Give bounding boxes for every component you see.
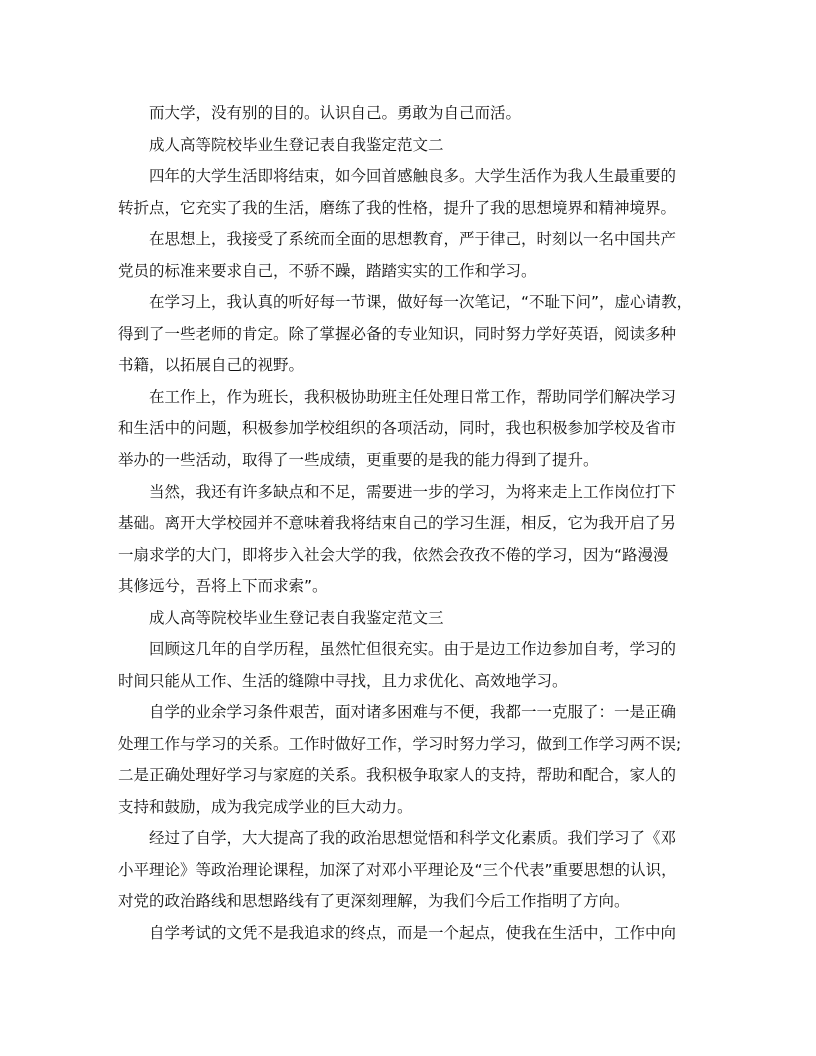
text-line: 自学的业余学习条件艰苦，面对诸多困难与不便，我都一一克服了：一是正确 bbox=[149, 703, 677, 721]
text-line: 经过了自学，大大提高了我的政治思想觉悟和科学文化素质。我们学习了《邓 bbox=[149, 829, 677, 847]
text-line: 举办的一些活动，取得了一些成绩，更重要的是我的能力得到了提升。 bbox=[118, 451, 599, 469]
section-heading: 成人高等院校毕业生登记表自我鉴定范文二 bbox=[149, 136, 444, 154]
text-line: 得到了一些老师的肯定。除了掌握必备的专业知识，同时努力学好英语，阅读多种 bbox=[118, 325, 677, 343]
text-line: 基础。离开大学校园并不意味着我将结束自己的学习生涯，相反，它为我开启了另 bbox=[118, 514, 677, 532]
text-line: 在工作上，作为班长，我积极协助班主任处理日常工作，帮助同学们解决学习 bbox=[149, 388, 677, 406]
text-line: 在思想上，我接受了系统而全面的思想教育，严于律己，时刻以一名中国共产 bbox=[149, 230, 677, 248]
text-line: 自学考试的文凭不是我追求的终点，而是一个起点，使我在生活中，工作中向 bbox=[149, 924, 677, 942]
text-line: 二是正确处理好学习与家庭的关系。我积极争取家人的支持，帮助和配合，家人的 bbox=[118, 766, 677, 784]
text-line: 当然，我还有许多缺点和不足，需要进一步的学习，为将来走上工作岗位打下 bbox=[149, 483, 677, 501]
text-line: 支持和鼓励，成为我完成学业的巨大动力。 bbox=[118, 798, 413, 816]
text-line: 而大学，没有别的目的。认识自己。勇敢为自己而活。 bbox=[149, 104, 522, 122]
section-heading: 成人高等院校毕业生登记表自我鉴定范文三 bbox=[149, 609, 444, 627]
text-line: 四年的大学生活即将结束，如今回首感触良多。大学生活作为我人生最重要的 bbox=[149, 167, 677, 185]
text-line: 小平理论》等政治理论课程，加深了对邓小平理论及“三个代表”重要思想的认识， bbox=[118, 861, 677, 879]
text-line: 和生活中的问题，积极参加学校组织的各项活动，同时，我也积极参加学校及省市 bbox=[118, 419, 677, 437]
text-line: 书籍，以拓展自己的视野。 bbox=[118, 356, 305, 374]
text-line: 处理工作与学习的关系。工作时做好工作，学习时努力学习，做到工作学习两不误; bbox=[118, 735, 682, 753]
text-line: 转折点，它充实了我的生活，磨练了我的性格，提升了我的思想境界和精神境界。 bbox=[118, 199, 677, 217]
text-line: 一扇求学的大门，即将步入社会大学的我，依然会孜孜不倦的学习，因为“路漫漫 bbox=[118, 546, 669, 564]
text-line: 在学习上，我认真的听好每一节课，做好每一次笔记，“不耻下问”，虚心请教， bbox=[149, 293, 693, 311]
text-line: 回顾这几年的自学历程，虽然忙但很充实。由于是边工作边参加自考，学习的 bbox=[149, 640, 677, 658]
text-line: 对党的政治路线和思想路线有了更深刻理解，为我们今后工作指明了方向。 bbox=[118, 892, 630, 910]
text-line: 党员的标准来要求自己，不骄不躁，踏踏实实的工作和学习。 bbox=[118, 262, 537, 280]
text-line: 其修远兮，吾将上下而求索”。 bbox=[118, 577, 328, 595]
text-line: 时间只能从工作、生活的缝隙中寻找，且力求优化、高效地学习。 bbox=[118, 672, 568, 690]
